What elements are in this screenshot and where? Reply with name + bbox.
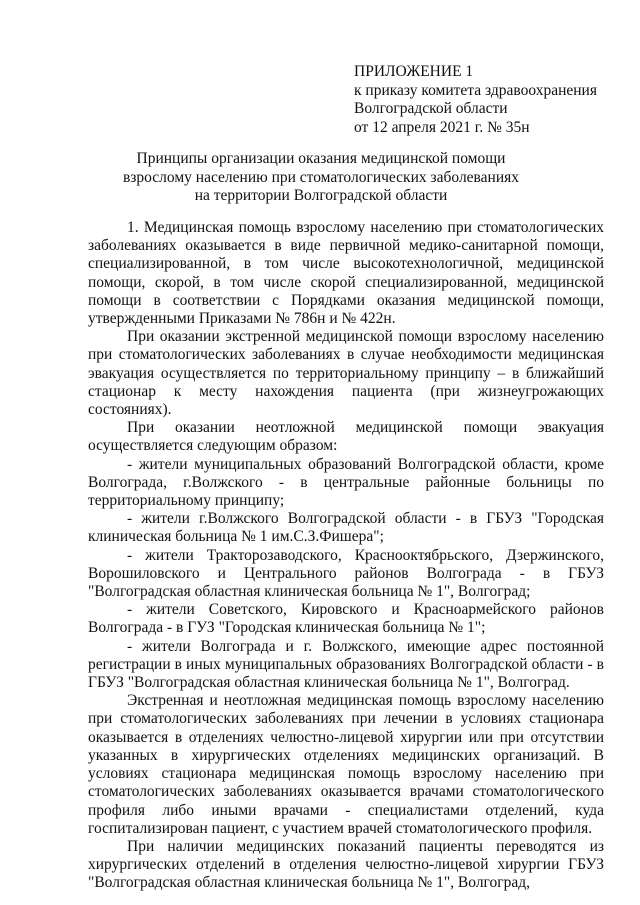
- list-item: - жители муниципальных образований Волгоградской области, кроме Волгограда, г.Волжского - в центральные районные больницы по территориальному принципу;: [88, 455, 604, 510]
- title-line-2: взрослому населению при стоматологических заболеваниях: [122, 168, 520, 186]
- paragraph: 1. Медицинская помощь взрослому населению при стоматологических заболеваниях оказывается в виде первичной медико-санитарной помощи, специализированной, в том числе высокотехнологичной, медицинской помощи, скорой, в том числе скорой специализированной, медицинской помощи в соответствии с Порядками оказания медицинской помощи, утвержденными Приказами № 786н и № 422н.: [88, 219, 604, 328]
- appendix-region-line: Волгоградской области: [354, 100, 508, 117]
- appendix-order-line: к приказу комитета здравоохранения: [354, 81, 597, 99]
- title-line-3: на территории Волгоградской области: [194, 187, 448, 204]
- document-body: [88, 219, 604, 893]
- appendix-block: [354, 63, 624, 137]
- appendix-date-line: от 12 апреля 2021 г. № 35н: [354, 118, 530, 136]
- list-item: - жители Тракторозаводского, Краснооктябрьского, Дзержинского, Ворошиловского и Центрального районов Волгограда - в ГБУЗ "Волгоградская областная клиническая больница № 1", Волгоград;: [88, 546, 604, 601]
- paragraph: При оказании неотложной медицинской помощи эвакуация осуществляется следующим образом:: [88, 419, 604, 455]
- document-title: [88, 150, 554, 206]
- list-item: - жители г.Волжского Волгоградской области - в ГБУЗ "Городская клиническая больница № 1 им.С.З.Фишера";: [88, 510, 604, 546]
- paragraph: При оказании экстренной медицинской помощи взрослому населению при стоматологических заболеваниях в случае необходимости медицинская эвакуация осуществляется по территориальному принципу – в ближайший стационар к месту нахождения пациента (при жизнеугрожающих состояниях).: [88, 328, 604, 419]
- appendix-title: ПРИЛОЖЕНИЕ 1: [354, 63, 474, 80]
- list-item: - жители Советского, Кировского и Красноармейского районов Волгограда - в ГУЗ "Городская клиническая больница № 1";: [88, 601, 604, 637]
- title-line-1: Принципы организации оказания медицинской помощи: [136, 150, 506, 167]
- paragraph: Экстренная и неотложная медицинская помощь взрослому населению при стоматологических заболеваниях при лечении в условиях стационара оказывается в отделениях челюстно-лицевой хирургии или при отсутствии указанных в хирургических отделениях медицинских организаций. В условиях стационара медицинская помощь взрослому населению при стоматологических заболеваниях оказывается врачами стоматологического профиля либо иными врачами - специалистами отделений, куда госпитализирован пациент, с участием врачей стоматологического профиля.: [88, 692, 604, 837]
- list-item: - жители Волгограда и г. Волжского, имеющие адрес постоянной регистрации в иных муниципальных образованиях Волгоградской области - в ГБУЗ "Волгоградская областная клиническая больница № 1", Волгоград.: [88, 637, 604, 692]
- paragraph: При наличии медицинских показаний пациенты переводятся из хирургических отделений в отделения челюстно-лицевой хирургии ГБУЗ "Волгоградская областная клиническая больница № 1", Волгоград,: [88, 837, 604, 892]
